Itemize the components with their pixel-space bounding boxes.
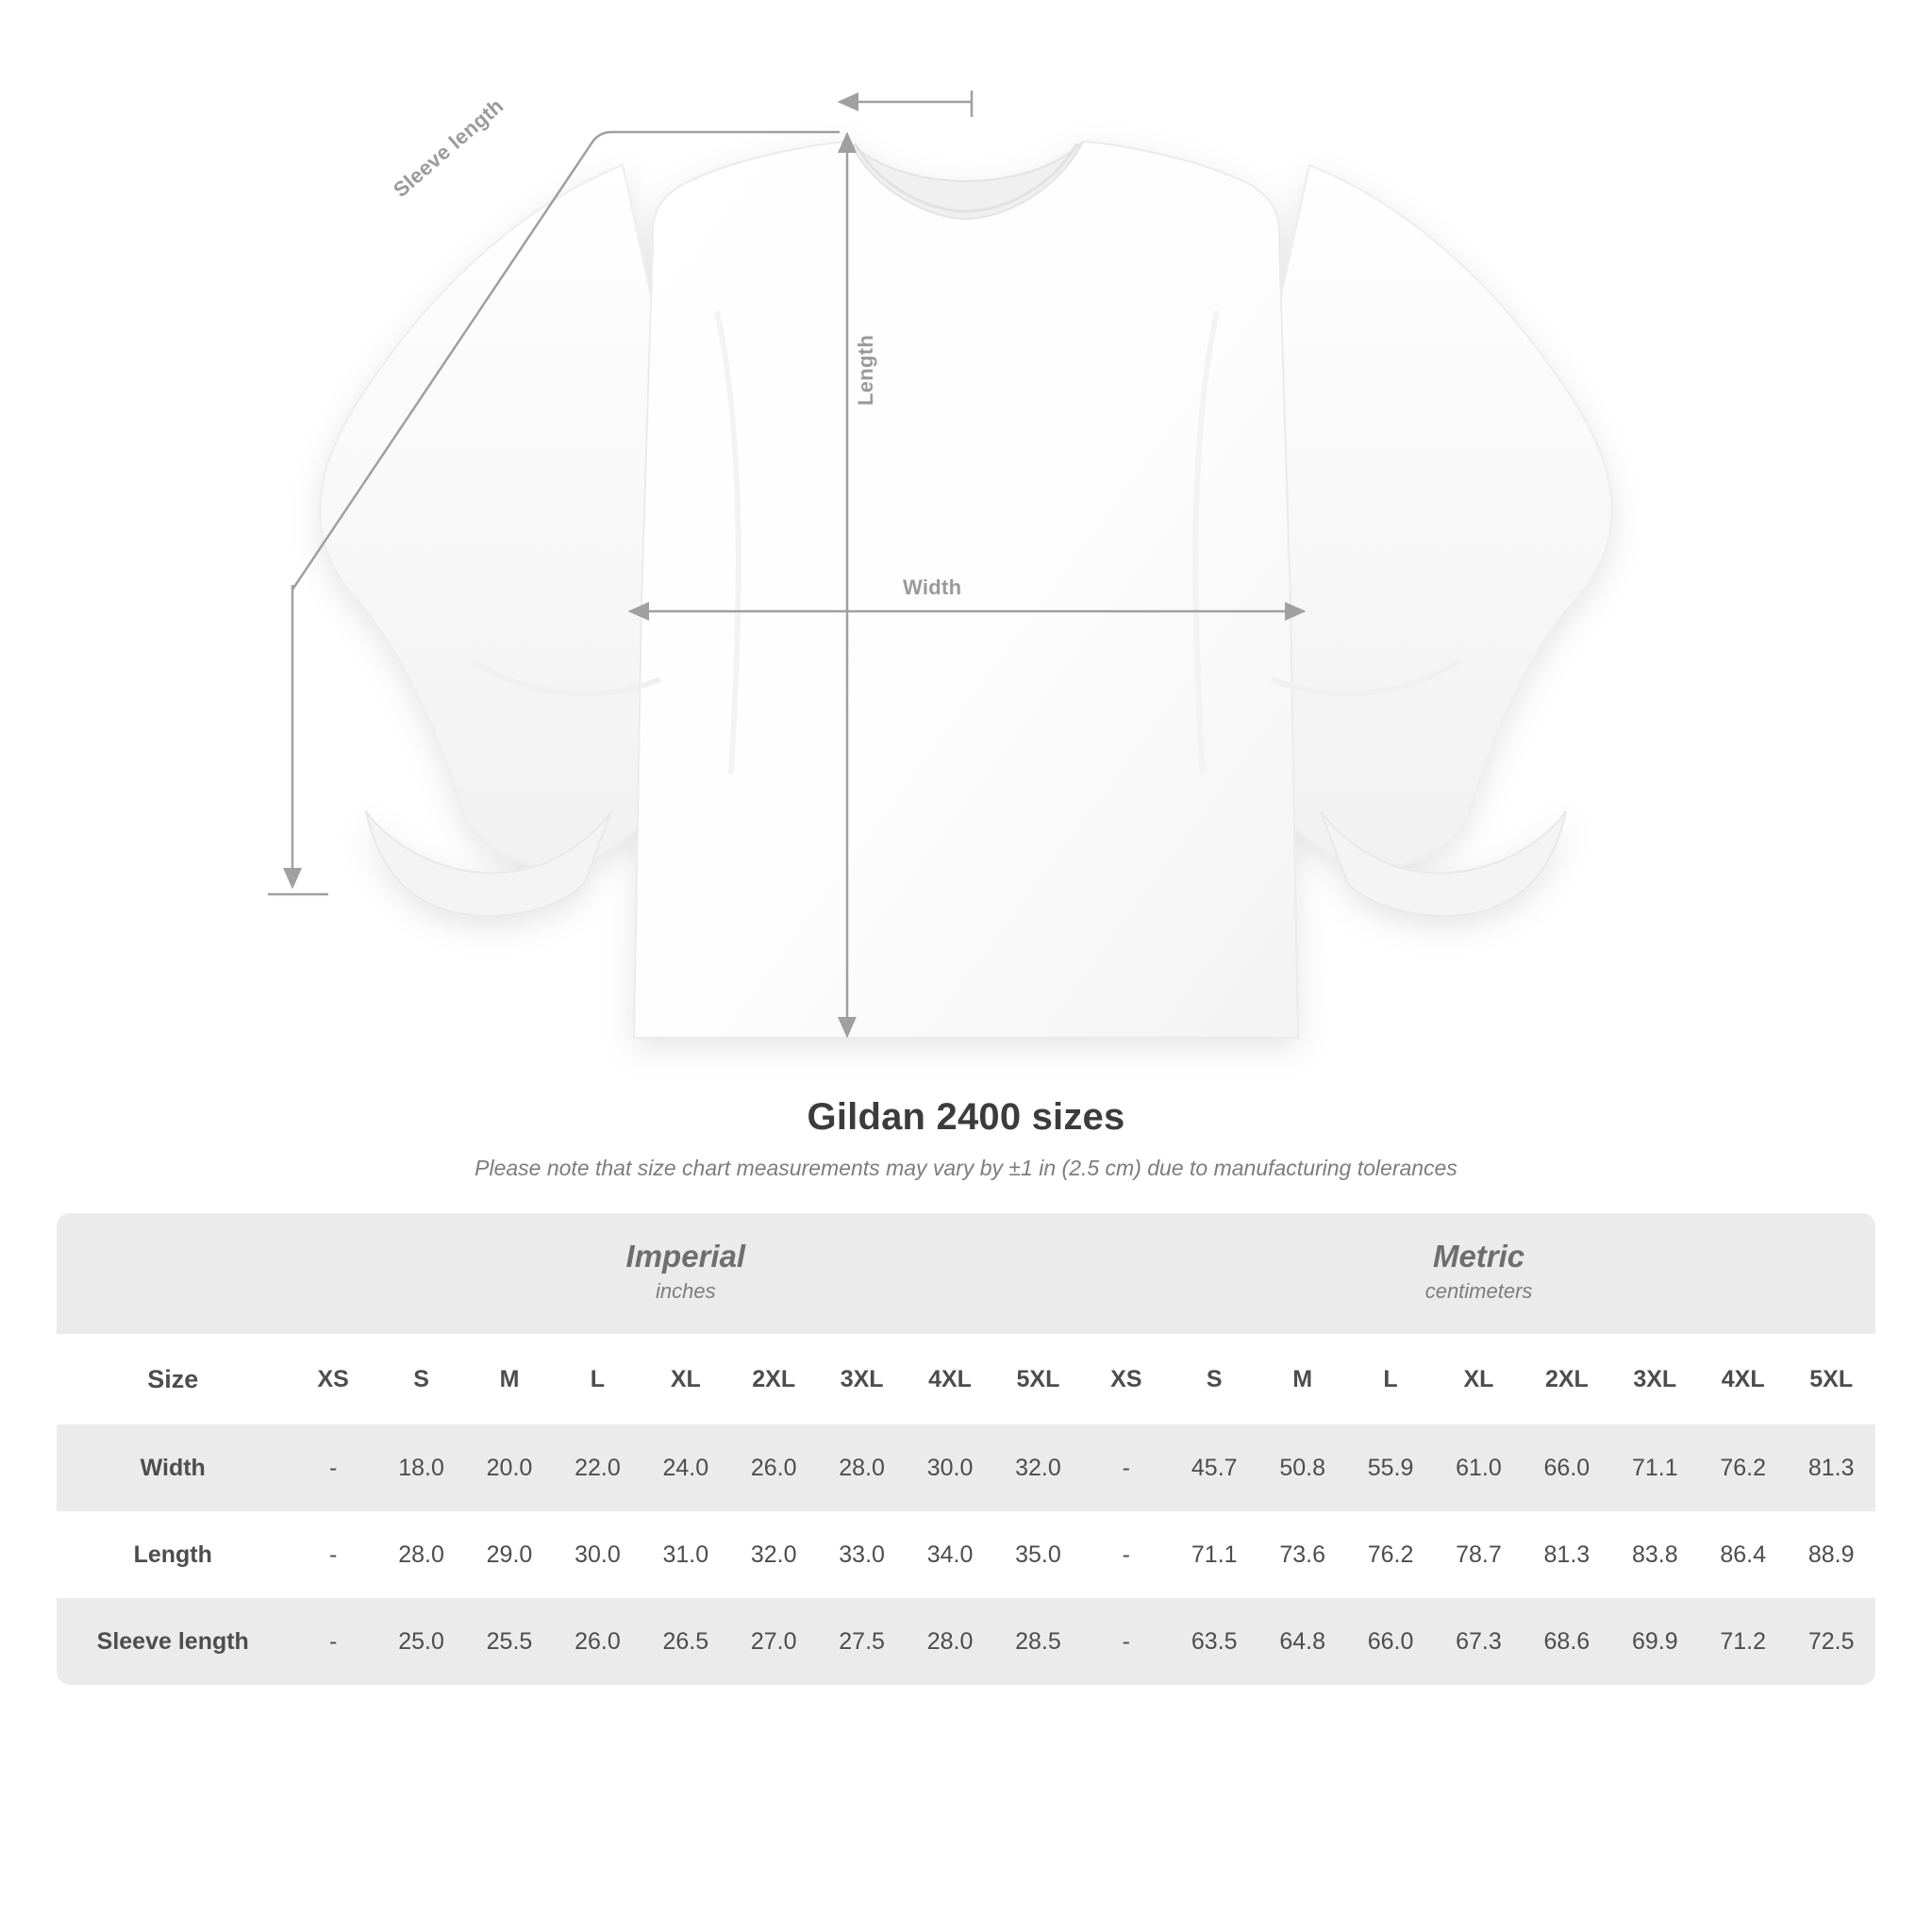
- cell-width-imperial-2xl: 26.0: [730, 1424, 818, 1511]
- cell-length-imperial-5xl: 35.0: [994, 1511, 1082, 1598]
- cell-sleeve-metric-m: 64.8: [1258, 1598, 1346, 1685]
- cell-sleeve-imperial-l: 26.0: [554, 1598, 641, 1685]
- shirt-shape: [320, 142, 1612, 1038]
- width-label: Width: [903, 575, 962, 599]
- cell-length-metric-m: 73.6: [1258, 1511, 1346, 1598]
- cell-sleeve-metric-3xl: 69.9: [1611, 1598, 1699, 1685]
- cell-sleeve-metric-s: 63.5: [1171, 1598, 1258, 1685]
- row-label-sleeve-length: Sleeve length: [57, 1598, 289, 1685]
- size-header-metric-m: M: [1258, 1334, 1346, 1424]
- size-header-metric-l: L: [1346, 1334, 1434, 1424]
- size-header-imperial-xs: XS: [289, 1334, 376, 1424]
- cell-length-metric-3xl: 83.8: [1611, 1511, 1699, 1598]
- cell-width-imperial-xs: -: [289, 1424, 376, 1511]
- cell-width-imperial-4xl: 30.0: [906, 1424, 993, 1511]
- cell-length-metric-5xl: 88.9: [1787, 1511, 1875, 1598]
- cell-width-imperial-l: 22.0: [554, 1424, 641, 1511]
- row-label-length: Length: [57, 1511, 289, 1598]
- cell-length-metric-xs: -: [1082, 1511, 1170, 1598]
- size-header-imperial-2xl: 2XL: [730, 1334, 818, 1424]
- metric-unit-cell: [1082, 1213, 1875, 1334]
- cell-width-metric-5xl: 81.3: [1787, 1424, 1875, 1511]
- units-row: [57, 1213, 1875, 1334]
- tolerance-note: Please note that size chart measurements may vary by ±1 in (2.5 cm) due to manufacturing tolerances: [475, 1156, 1457, 1180]
- cell-length-metric-l: 76.2: [1346, 1511, 1434, 1598]
- cell-length-imperial-xs: -: [289, 1511, 376, 1598]
- cell-width-imperial-m: 20.0: [465, 1424, 553, 1511]
- size-header-imperial-m: M: [465, 1334, 553, 1424]
- size-header-metric-2xl: 2XL: [1523, 1334, 1610, 1424]
- cell-length-imperial-3xl: 33.0: [818, 1511, 906, 1598]
- title-block: [0, 1096, 1932, 1181]
- cell-sleeve-metric-5xl: 72.5: [1787, 1598, 1875, 1685]
- cell-width-metric-l: 55.9: [1346, 1424, 1434, 1511]
- cell-width-metric-m: 50.8: [1258, 1424, 1346, 1511]
- cell-sleeve-metric-l: 66.0: [1346, 1598, 1434, 1685]
- cell-sleeve-imperial-2xl: 27.0: [730, 1598, 818, 1685]
- table-row: [57, 1424, 1875, 1511]
- cell-sleeve-imperial-s: 25.0: [377, 1598, 465, 1685]
- cell-width-metric-3xl: 71.1: [1611, 1424, 1699, 1511]
- imperial-unit-name: Imperial: [625, 1239, 746, 1274]
- size-header-metric-5xl: 5XL: [1787, 1334, 1875, 1424]
- page-title: Gildan 2400 sizes: [807, 1096, 1125, 1138]
- cell-sleeve-imperial-3xl: 27.5: [818, 1598, 906, 1685]
- cell-length-metric-2xl: 81.3: [1523, 1511, 1610, 1598]
- imperial-unit-cell: [289, 1213, 1082, 1334]
- cell-length-metric-xl: 78.7: [1435, 1511, 1523, 1598]
- cell-sleeve-metric-xs: -: [1082, 1598, 1170, 1685]
- table-row: [57, 1598, 1875, 1685]
- cell-sleeve-imperial-m: 25.5: [465, 1598, 553, 1685]
- size-header-row: [57, 1334, 1875, 1424]
- cell-sleeve-imperial-xl: 26.5: [641, 1598, 729, 1685]
- imperial-unit-sub: inches: [656, 1279, 716, 1304]
- cell-width-metric-2xl: 66.0: [1523, 1424, 1610, 1511]
- cell-width-metric-s: 45.7: [1171, 1424, 1258, 1511]
- sleeve-length-label: Sleeve length: [389, 93, 508, 202]
- size-header-metric-xl: XL: [1435, 1334, 1523, 1424]
- size-header-label: Size: [57, 1334, 289, 1424]
- cell-length-imperial-2xl: 32.0: [730, 1511, 818, 1598]
- cell-sleeve-imperial-5xl: 28.5: [994, 1598, 1082, 1685]
- row-label-width: Width: [57, 1424, 289, 1511]
- size-table: [57, 1213, 1875, 1685]
- size-header-metric-3xl: 3XL: [1611, 1334, 1699, 1424]
- metric-unit-sub: centimeters: [1424, 1279, 1533, 1304]
- size-header-imperial-3xl: 3XL: [818, 1334, 906, 1424]
- size-header-imperial-xl: XL: [641, 1334, 729, 1424]
- cell-length-imperial-m: 29.0: [465, 1511, 553, 1598]
- size-header-metric-xs: XS: [1082, 1334, 1170, 1424]
- size-header-metric-4xl: 4XL: [1699, 1334, 1787, 1424]
- length-label: Length: [854, 334, 877, 406]
- units-spacer: [57, 1213, 289, 1334]
- cell-width-metric-xl: 61.0: [1435, 1424, 1523, 1511]
- cell-width-imperial-5xl: 32.0: [994, 1424, 1082, 1511]
- cell-sleeve-metric-4xl: 71.2: [1699, 1598, 1787, 1685]
- cell-width-imperial-s: 18.0: [377, 1424, 465, 1511]
- cell-length-metric-s: 71.1: [1171, 1511, 1258, 1598]
- size-header-imperial-4xl: 4XL: [906, 1334, 993, 1424]
- cell-width-imperial-xl: 24.0: [641, 1424, 729, 1511]
- cell-width-metric-xs: -: [1082, 1424, 1170, 1511]
- size-header-metric-s: S: [1171, 1334, 1258, 1424]
- size-table-wrapper: [57, 1213, 1875, 1685]
- cell-sleeve-metric-xl: 67.3: [1435, 1598, 1523, 1685]
- cell-sleeve-metric-2xl: 68.6: [1523, 1598, 1610, 1685]
- size-header-imperial-s: S: [377, 1334, 465, 1424]
- size-header-imperial-5xl: 5XL: [994, 1334, 1082, 1424]
- metric-unit-name: Metric: [1432, 1239, 1525, 1274]
- cell-length-imperial-s: 28.0: [377, 1511, 465, 1598]
- cell-sleeve-imperial-4xl: 28.0: [906, 1598, 993, 1685]
- cell-length-imperial-l: 30.0: [554, 1511, 641, 1598]
- cell-sleeve-imperial-xs: -: [289, 1598, 376, 1685]
- size-header-imperial-l: L: [554, 1334, 641, 1424]
- cell-length-metric-4xl: 86.4: [1699, 1511, 1787, 1598]
- cell-length-imperial-xl: 31.0: [641, 1511, 729, 1598]
- table-row: [57, 1511, 1875, 1598]
- cell-width-metric-4xl: 76.2: [1699, 1424, 1787, 1511]
- cell-width-imperial-3xl: 28.0: [818, 1424, 906, 1511]
- cell-length-imperial-4xl: 34.0: [906, 1511, 993, 1598]
